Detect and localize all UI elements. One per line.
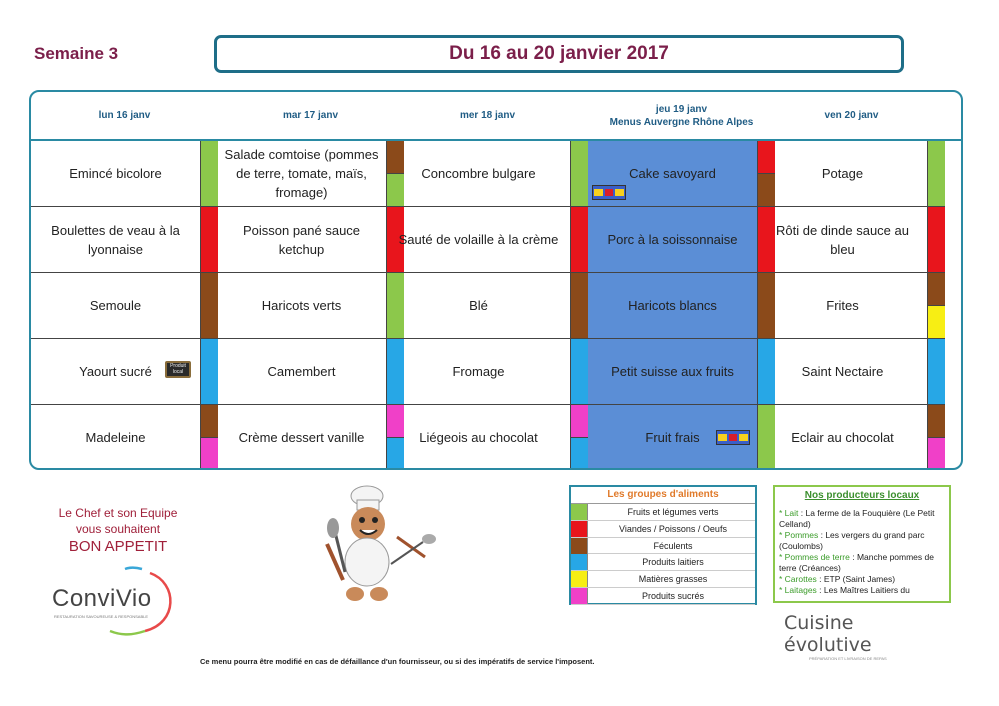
producer-product: Carottes bbox=[784, 574, 817, 584]
menu-cell bbox=[387, 339, 571, 405]
producers-title: Nos producteurs locaux bbox=[804, 490, 920, 501]
chef-line-2: vous souhaitent bbox=[75, 522, 161, 536]
cuisine-evolutive-logo bbox=[784, 612, 944, 661]
local-producers-box bbox=[773, 485, 951, 603]
menu-cell bbox=[387, 207, 571, 273]
menu-cell bbox=[217, 273, 387, 339]
flag-stripe bbox=[729, 434, 738, 441]
chef-mascot-icon bbox=[305, 482, 445, 607]
local-product-chalkboard-icon: Produit local bbox=[165, 361, 191, 378]
food-group-marker bbox=[571, 405, 588, 438]
dish-name: Petit suisse aux fruits bbox=[611, 364, 734, 379]
legend-label: Fruits et légumes verts bbox=[627, 507, 719, 517]
day-subtitle: Menus Auvergne Rhône Alpes bbox=[609, 116, 754, 128]
producer-product: Pommes bbox=[784, 530, 819, 540]
legend-label: Viandes / Poissons / Oeufs bbox=[619, 523, 727, 534]
flag-stripe bbox=[615, 189, 624, 196]
menu-table bbox=[29, 90, 963, 470]
menu-cell bbox=[758, 339, 928, 405]
dish-name: Semoule bbox=[89, 298, 142, 313]
producer-name: La ferme de la Fouquière (Le Petit Celland) bbox=[779, 508, 935, 529]
food-group-marker bbox=[928, 306, 945, 339]
convivio-logo bbox=[50, 565, 180, 635]
day-label: mer 18 janv bbox=[459, 110, 516, 121]
footnote: Ce menu pourra être modifié en cas de défaillance d'un fournisseur, ou si des impératifs de service l'imposent. bbox=[200, 657, 595, 666]
food-group-marker bbox=[928, 339, 945, 405]
food-group-marker bbox=[201, 339, 218, 405]
menu-cell bbox=[387, 405, 571, 470]
food-groups-legend bbox=[569, 485, 757, 605]
producer-item bbox=[779, 585, 945, 596]
legend-row bbox=[571, 521, 755, 538]
legend-row bbox=[571, 554, 755, 571]
dish-name: Poisson pané sauce ketchup bbox=[242, 222, 361, 257]
menu-cell bbox=[588, 339, 758, 405]
producer-item bbox=[779, 530, 945, 552]
chef-line-3: BON APPETIT bbox=[68, 538, 168, 555]
menu-cell bbox=[758, 273, 928, 339]
dish-name: Haricots blancs bbox=[628, 298, 717, 313]
convivio-wordmark: ConviVio bbox=[52, 585, 152, 612]
menu-cell bbox=[758, 207, 928, 273]
food-group-marker bbox=[571, 141, 588, 207]
menu-cell bbox=[758, 405, 928, 470]
bullet-icon: * bbox=[779, 574, 785, 584]
flag-stripe bbox=[605, 189, 614, 196]
chef-line-1: Le Chef et son Equipe bbox=[58, 506, 178, 520]
page-title: Du 16 au 20 janvier 2017 bbox=[214, 35, 904, 73]
dish-name: Emincé bicolore bbox=[69, 166, 162, 181]
dish-name: Concombre bulgare bbox=[421, 166, 536, 181]
dish-name: Fromage bbox=[452, 364, 505, 379]
legend-swatch bbox=[571, 521, 588, 537]
separator: : bbox=[798, 508, 806, 518]
food-group-marker bbox=[928, 438, 945, 470]
food-group-marker bbox=[928, 405, 945, 438]
legend-row bbox=[571, 571, 755, 588]
bullet-icon: * bbox=[779, 530, 785, 540]
legend-swatch bbox=[571, 588, 588, 604]
day-label: mar 17 janv bbox=[282, 110, 339, 121]
day-label: lun 16 janv bbox=[98, 110, 151, 121]
menu-cell bbox=[31, 273, 201, 339]
day-header bbox=[758, 92, 945, 139]
bullet-icon: * bbox=[779, 585, 785, 595]
flag-stripe bbox=[718, 434, 727, 441]
food-group-marker bbox=[201, 438, 218, 470]
menu-cell bbox=[217, 405, 387, 470]
legend-swatch bbox=[571, 571, 588, 587]
menu-cell bbox=[588, 207, 758, 273]
producer-name: Les vergers du grand parc (Coulombs) bbox=[779, 530, 925, 551]
menu-cell bbox=[217, 207, 387, 273]
flag-stripe bbox=[739, 434, 748, 441]
dish-name: Haricots verts bbox=[261, 298, 342, 313]
dish-name: Liégeois au chocolat bbox=[419, 430, 538, 445]
menu-cell bbox=[588, 273, 758, 339]
legend-label: Produits laitiers bbox=[642, 557, 704, 568]
flag-stripe bbox=[594, 189, 603, 196]
day-header bbox=[387, 92, 588, 139]
day-header bbox=[588, 92, 775, 139]
food-group-marker bbox=[201, 273, 218, 339]
separator: : bbox=[816, 585, 824, 595]
food-group-marker bbox=[571, 273, 588, 339]
producer-item bbox=[779, 574, 945, 585]
menu-cell bbox=[758, 141, 928, 207]
menu-cell bbox=[31, 405, 201, 470]
dish-name: Salade comtoise (pommes de terre, tomate, maïs, fromage) bbox=[224, 147, 379, 200]
separator: : bbox=[849, 552, 857, 562]
dish-name: Madeleine bbox=[85, 430, 146, 445]
producer-name: ETP (Saint James) bbox=[823, 574, 896, 584]
dish-name: Sauté de volaille à la crème bbox=[398, 232, 559, 247]
menu-cell bbox=[387, 141, 571, 207]
dish-name: Saint Nectaire bbox=[801, 364, 884, 379]
legend-swatch bbox=[571, 538, 588, 554]
food-group-marker bbox=[201, 207, 218, 273]
food-group-marker bbox=[928, 141, 945, 207]
legend-swatch bbox=[571, 504, 588, 520]
bullet-icon: * bbox=[779, 552, 785, 562]
dish-name: Blé bbox=[469, 298, 488, 313]
dish-name: Potage bbox=[821, 166, 864, 181]
day-header bbox=[31, 92, 218, 139]
food-group-marker bbox=[571, 438, 588, 470]
separator: : bbox=[818, 530, 826, 540]
legend-label: Produits sucrés bbox=[641, 590, 705, 601]
dish-name: Boulettes de veau à la lyonnaise bbox=[51, 222, 180, 257]
menu-cell bbox=[31, 207, 201, 273]
legend-row bbox=[571, 538, 755, 555]
producer-item bbox=[779, 552, 945, 574]
dish-name: Eclair au chocolat bbox=[791, 430, 894, 445]
bullet-icon: * bbox=[779, 508, 785, 518]
dish-name: Crème dessert vanille bbox=[238, 430, 365, 445]
legend-row bbox=[571, 588, 755, 605]
producer-name: Manche pommes de terre (Créances) bbox=[779, 552, 934, 573]
menu-cell bbox=[217, 339, 387, 405]
legend-title: Les groupes d'aliments bbox=[571, 487, 755, 504]
food-group-marker bbox=[201, 405, 218, 438]
dish-name: Rôti de dinde sauce au bleu bbox=[776, 222, 909, 257]
chef-message bbox=[48, 505, 188, 557]
cuisine-tagline: PRÉPARATION ET LIVRAISON DE REPAS bbox=[809, 656, 887, 661]
legend-label: Matières grasses bbox=[638, 574, 708, 585]
food-group-marker bbox=[928, 207, 945, 273]
producer-product: Laitages bbox=[784, 585, 817, 595]
convivio-tagline: RESTAURATION SAVOUREUSE & RESPONSABLE bbox=[54, 614, 149, 619]
dish-name: Porc à la soissonnaise bbox=[607, 232, 738, 247]
dish-name: Frites bbox=[826, 298, 859, 313]
menu-cell bbox=[31, 141, 201, 207]
menu-cell bbox=[387, 273, 571, 339]
food-group-marker bbox=[571, 207, 588, 273]
producer-product: Pommes de terre bbox=[784, 552, 850, 562]
producer-product: Lait bbox=[784, 508, 799, 518]
day-header bbox=[217, 92, 404, 139]
food-group-marker bbox=[928, 273, 945, 306]
producer-item bbox=[779, 508, 945, 530]
menu-cell bbox=[217, 141, 387, 207]
legend-row bbox=[571, 504, 755, 521]
legend-swatch bbox=[571, 554, 588, 570]
week-label: Semaine 3 bbox=[34, 44, 119, 63]
food-group-marker bbox=[201, 141, 218, 207]
region-flag-icon bbox=[592, 185, 626, 200]
dish-name: Yaourt sucré bbox=[79, 364, 152, 379]
dish-name: Cake savoyard bbox=[629, 166, 716, 181]
producer-name: Les Maîtres Laitiers du bbox=[823, 585, 910, 595]
legend-label: Féculents bbox=[653, 540, 693, 551]
dish-name: Camembert bbox=[267, 364, 336, 379]
day-label: jeu 19 janv bbox=[655, 103, 708, 115]
day-label: ven 20 janv bbox=[824, 110, 879, 121]
food-group-marker bbox=[571, 339, 588, 405]
cuisine-wordmark: Cuisine évolutive bbox=[784, 612, 872, 656]
region-flag-icon bbox=[716, 430, 750, 445]
dish-name: Fruit frais bbox=[645, 430, 700, 445]
separator: : bbox=[816, 574, 824, 584]
